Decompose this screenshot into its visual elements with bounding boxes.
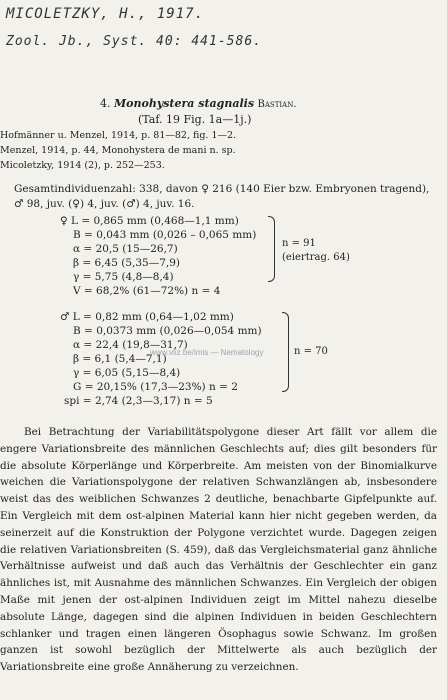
reference-line: Micoletzky, 1914 (2), p. 252—253. — [0, 160, 165, 171]
species-name: Monohystera stagnalis — [114, 97, 255, 110]
species-heading — [100, 97, 297, 110]
male-stat-row: G = 20,15% (17,3—23%) n = 2 — [73, 381, 238, 393]
species-author: Bastian. — [257, 99, 297, 110]
male-stat-row: α = 22,4 (19,8—31,7) — [73, 339, 188, 351]
handwritten-citation-author: MICOLETZKY, H., 1917. — [6, 6, 205, 22]
plate-reference: (Taf. 19 Fig. 1a—1j.) — [138, 113, 252, 126]
paragraph-text: Bei Betrachtung der Variabilitätspolygone dieser Art fällt vor allem die engere Variationsbreite des männlichen Geschlechts auf; dies gilt besonders für die absolute Körperlänge und Körperbreite. Am meisten von der Binomialkurve weichen die Variationspolygone der relativen Schwanzlängen ab, insbesondere weist das des weiblichen Schwanzes 2 deutliche, benachbarte Gipfelpunkte auf. Ein Vergleich mit dem ost-alpinen Material kann hier nicht gegeben werden, da seinerzeit auf die Konstruktion der Polygone verzichtet wurde. Dagegen zeigen die relativen Variationsbreiten (S. 459), daß das Vergleichsmaterial ganz ähnliche Verhältnisse aufweist und daß auch das Verhältnis der Geschlechter ein ganz ähnliches ist, mit Ausnahme des männlichen Schwanzes. Ein Vergleich der obigen Maße mit jenen der ost-alpinen Individuen zeigt im Mittel nahezu dieselbe absolute Länge, dagegen sind die alpinen Individuen in beiden Geschlechtern schlanker und tragen einen längeren Ösophagus sowie Schwanz. Im großen ganzen ist sowohl bezüglich der Mittelwerte als auch bezüglich der Variationsbreite eine große Annäherung zu verzeichnen. — [0, 426, 437, 674]
male-stat-row: spi = 2,74 (2,3—3,17) n = 5 — [64, 395, 213, 407]
handwritten-citation-journal: Zool. Jb., Syst. 40: 441-586. — [6, 34, 262, 49]
female-stat-row: ♀ L = 0,865 mm (0,468—1,1 mm) — [60, 215, 239, 227]
body-paragraph — [0, 424, 437, 676]
male-brace — [282, 312, 289, 392]
female-egg-count: (eiertrag. 64) — [282, 252, 350, 263]
male-count: n = 70 — [294, 346, 328, 357]
reference-line: Hofmänner u. Menzel, 1914, p. 81—82, fig. 1—2. — [0, 130, 237, 141]
population-summary: Gesamtindividuenzahl: 338, davon ♀ 216 (140 Eier bzw. Embryonen tragend), ♂ 98, juv. (♀) 4, juv. (♂) 4, juv. 16. — [14, 183, 430, 210]
male-stat-row: ♂ L = 0,82 mm (0,64—1,02 mm) — [60, 311, 234, 323]
female-stat-row: γ = 5,75 (4,8—8,4) — [73, 271, 174, 283]
female-stat-row: V = 68,2% (61—72%) n = 4 — [73, 285, 221, 297]
female-stat-row: α = 20,5 (15—26,7) — [73, 243, 178, 255]
reference-line: Menzel, 1914, p. 44, Monohystera de mani n. sp. — [0, 145, 236, 156]
male-stat-row: β = 6,1 (5,4—7,1) — [73, 353, 167, 365]
male-stat-row: B = 0,0373 mm (0,026—0,054 mm) — [73, 325, 262, 337]
watermark-text: www.vliz.be/imis — Nematology — [150, 348, 264, 357]
female-stat-row: B = 0,043 mm (0,026 – 0,065 mm) — [73, 229, 257, 241]
male-stat-row: γ = 6,05 (5,15—8,4) — [73, 367, 181, 379]
female-brace — [268, 216, 275, 282]
female-stat-row: β = 6,45 (5,35—7,9) — [73, 257, 181, 269]
species-number: 4. — [100, 97, 111, 110]
female-count: n = 91 — [282, 238, 316, 249]
